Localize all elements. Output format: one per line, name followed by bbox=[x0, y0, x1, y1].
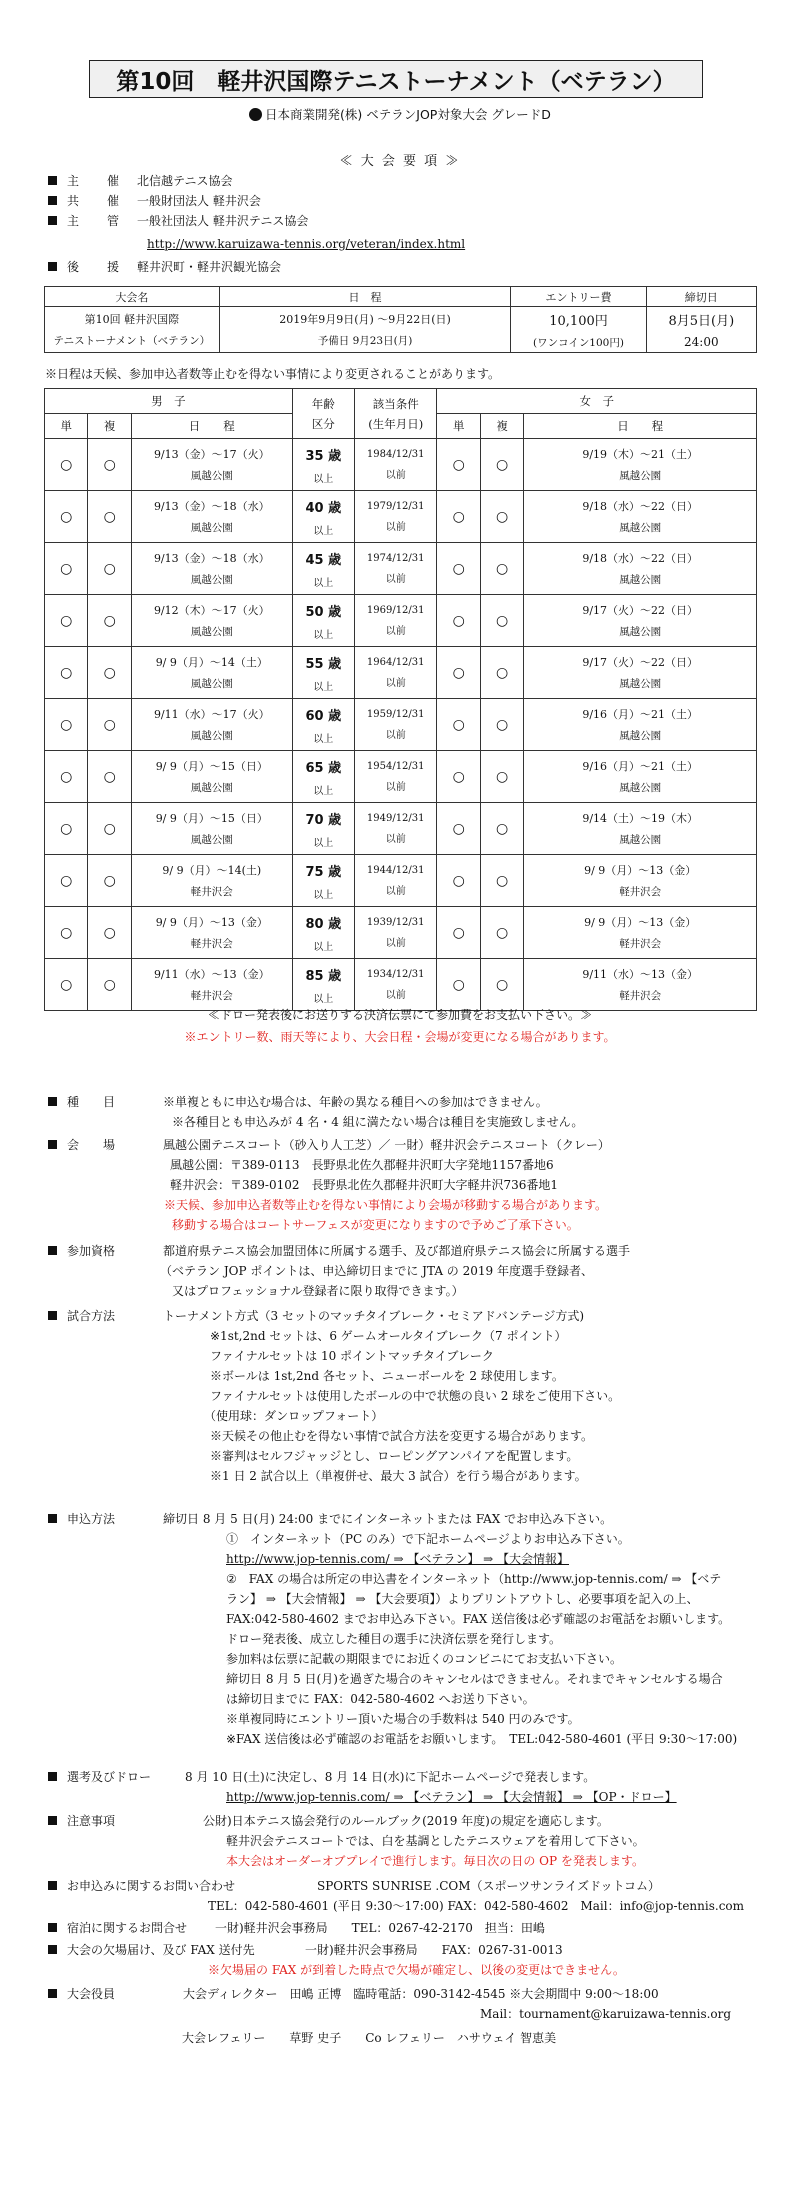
women-dates: 9/18（水）～22（日） 風越公園 bbox=[524, 491, 757, 543]
section-caution: 注意事項 公財)日本テニス協会発行のルールブック(2019 年度)の規定を適応します。 軽井沢会テニスコートでは、白を基調としたテニスウェアを着用して下さい。 本大会はオーダーオブプレイで進行します。毎日次の日の OP を発表します。 bbox=[48, 1811, 778, 1871]
men-dates: 9/13（金）～18（水） 風越公園 bbox=[131, 543, 292, 595]
women-single-entry: ○ bbox=[437, 595, 480, 647]
men-dates: 9/ 9（月）～15（日） 風越公園 bbox=[131, 751, 292, 803]
women-single-entry: ○ bbox=[437, 543, 480, 595]
table-row bbox=[45, 647, 757, 699]
women-single-entry: ○ bbox=[437, 907, 480, 959]
men-single-entry: ○ bbox=[45, 595, 88, 647]
bullet-square-icon bbox=[48, 1816, 57, 1825]
table-row bbox=[45, 751, 757, 803]
table-row bbox=[45, 491, 757, 543]
men-single-entry: ○ bbox=[45, 647, 88, 699]
birth-condition: 1959/12/31 以前 bbox=[354, 699, 437, 751]
draw-link[interactable]: http://www.jop-tennis.com/ ⇒ 【ベテラン】 ⇒ 【大会情報】 ⇒ 【OP・ドロー】 bbox=[226, 1790, 677, 1804]
men-single-entry: ○ bbox=[45, 907, 88, 959]
women-single-entry: ○ bbox=[437, 647, 480, 699]
schedule-table: 男 子 年齢 区分 該当条件 (生年月日) 女 子 単 複 日 程 単 複 日 程 ○ ○ 9/13（金）～17（火） 風越公園 35 歳 以上 1984/12/31 以前 ○ ○ 9/19（木）～21（土） 風越公園 ○ ○ 9/13（金）～18（水） 風越公園 40 歳 以上 1979/12/31 以前 ○ ○ 9/18（水）～22（日） 風越公園 ○ ○ 9/13（金）～18（水） 風越公園 45 歳 以上 1974/12/31 以前 ○ ○ 9/18（水）～22（日） 風越公園 ○ ○ 9/12（木）～17（火） 風越公園 50 歳 以上 1969/12/31 以前 ○ ○ 9/17（火）～22（日） 風越公園 ○ ○ 9/ 9（月）～14（土） 風越公園 55 歳 以上 1964/12/31 以前 ○ ○ 9/17（火）～22（日） 風越公園 ○ ○ 9/11（水）～17（火） 風越公園 60 歳 以上 1959/12/31 以前 ○ ○ 9/16（月）～21（土） 風越公園 ○ ○ 9/ 9（月）～15（日） 風越公園 65 歳 以上 1954/12/31 以前 ○ ○ 9/16（月）～21（土） 風越公園 ○ ○ 9/ 9（月）～15（日） 風越公園 70 歳 以上 1949/12/31 以前 ○ ○ 9/14（土）～19（木） 風越公園 ○ ○ 9/ 9（月）～14(土) 軽井沢会 75 歳 以上 1944/12/31 以前 ○ ○ 9/ 9（月）～13（金） 軽井沢会 ○ ○ 9/ 9（月）～13（金） 軽井沢会 80 歳 以上 1939/12/31 以前 ○ ○ 9/ 9（月）～13（金） 軽井沢会 ○ ○ 9/11（水）～13（金） 軽井沢会 85 歳 以上 1934/12/31 以前 ○ ○ 9/11（水）～13（金） 軽井沢会 bbox=[44, 388, 757, 1011]
men-double-entry: ○ bbox=[88, 543, 131, 595]
summary-name: 第10回 軽井沢国際 テニストーナメント（ベテラン） bbox=[45, 307, 220, 353]
women-dates: 9/16（月）～21（土） 風越公園 bbox=[524, 699, 757, 751]
men-single-entry: ○ bbox=[45, 699, 88, 751]
document-title bbox=[89, 60, 703, 98]
title-text: 第10回 軽井沢国際テニストーナメント（ベテラン） bbox=[116, 68, 676, 95]
women-single-entry: ○ bbox=[437, 439, 480, 491]
summary-deadline: 8月5日(月) 24:00 bbox=[646, 307, 756, 353]
birth-condition: 1934/12/31 以前 bbox=[354, 959, 437, 1011]
women-double-entry: ○ bbox=[480, 855, 523, 907]
summary-dates: 2019年9月9日(月) ～9月22日(日) 予備日 9月23日(月) bbox=[219, 307, 511, 353]
tournament-url[interactable]: http://www.karuizawa-tennis.org/veteran/index.html bbox=[147, 237, 466, 251]
men-single-entry: ○ bbox=[45, 491, 88, 543]
men-dates: 9/ 9（月）～15（日） 風越公園 bbox=[131, 803, 292, 855]
men-single-entry: ○ bbox=[45, 751, 88, 803]
birth-condition: 1969/12/31 以前 bbox=[354, 595, 437, 647]
birth-condition: 1964/12/31 以前 bbox=[354, 647, 437, 699]
table-row bbox=[45, 803, 757, 855]
age-class: 85 歳 以上 bbox=[292, 959, 354, 1011]
men-double-entry: ○ bbox=[88, 907, 131, 959]
section-draw: 選考及びドロー 8 月 10 日(土)に決定し、8 月 14 日(水)に下記ホームページで発表します。 http://www.jop-tennis.com/ ⇒ 【ベテラン】 ⇒ 【大会情報】 ⇒ 【OP・ドロー】 bbox=[48, 1767, 778, 1807]
women-double-entry: ○ bbox=[480, 543, 523, 595]
section-application: 申込方法 締切日 8 月 5 日(月) 24:00 までにインターネットまたは FAX でお申込み下さい。 ① インターネット（PC のみ）で下記ホームページよりお申込み下さい。 http://www.jop-tennis.com/ ⇒ 【ベテラン】 ⇒ 【大会情報】 ② FAX の場合は所定の申込書をインターネット（http://www.jop-tennis.com/ ⇒ 【ベテ ラン】 ⇒ 【大会情報】 ⇒ 【大会要項】）よりプリントアウトし、必要事項を記入の上、 FAX:042-580-4602 までお申込み下さい。FAX 送信後は必ず確認のお電話をお願いします。 ドロー発表後、成立した種目の選手に決済伝票を発行します。 参加料は伝票に記載の期限までにお近くのコンビニにてお支払い下さい。 締切日 8 月 5 日(月)を過ぎた場合のキャンセルはできません。それまでキャンセルする場合 は締切日までに FAX：042-580-4602 へお送り下さい。 ※単複同時にエントリー頂いた場合の手数料は 540 円のみです。 ※FAX 送信後は必ず確認のお電話をお願いします。 TEL:042-580-4601 (平日 9:30～17:00) bbox=[48, 1509, 778, 1749]
age-class: 50 歳 以上 bbox=[292, 595, 354, 647]
sponsor-text: 日本商業開発(株) ベテランJOP対象大会 グレードD bbox=[265, 107, 551, 122]
age-class: 75 歳 以上 bbox=[292, 855, 354, 907]
women-dates: 9/11（水）～13（金） 軽井沢会 bbox=[524, 959, 757, 1011]
men-double-entry: ○ bbox=[88, 855, 131, 907]
bullet-square-icon bbox=[48, 1923, 57, 1932]
bullet-square-icon bbox=[48, 1311, 57, 1320]
bullet-square-icon bbox=[48, 1881, 57, 1890]
bullet-square-icon bbox=[48, 262, 57, 271]
men-double-entry: ○ bbox=[88, 491, 131, 543]
bullet-square-icon bbox=[48, 216, 57, 225]
section-match-format: 試合方法 トーナメント方式（3 セットのマッチタイブレーク・セミアドバンテージ方式) ※1st,2nd セットは、6 ゲームオールタイブレーク（7 ポイント） ファイナルセットは 10 ポイントマッチタイブレーク ※ボールは 1st,2nd 各セット、ニューボールを 2 球使用します。 ファイナルセットは使用したボールの中で状態の良い 2 球をご使用下さい。 （使用球：ダンロップフォート） ※天候その他止むを得ない事情で試合方法を変更する場合があります。 ※審判はセルフジャッジとし、ローピングアンパイアを配置します。 ※1 日 2 試合以上（単複併せ、最大 3 試合）を行う場合があります。 bbox=[48, 1306, 778, 1486]
summary-table: 大会名 日 程 エントリー費 締切日 第10回 軽井沢国際 テニストーナメント（ベテラン） 2019年9月9日(月) ～9月22日(日) 予備日 9月23日(月) 10,100円 (ワンコイン100円) 8月5日(月) 24:00 bbox=[44, 286, 757, 353]
section-venue: 会 場 風越公園テニスコート（砂入り人工芝）／ 一財）軽井沢会テニスコート（クレー） 風越公園：〒389-0113 長野県北佐久郡軽井沢町大字発地1157番地6 軽井沢会：〒389-0102 長野県北佐久郡軽井沢町大字軽井沢736番地1 ※天候、参加申込者数等止むを得ない事情により会場が移動する場合があります。 移動する場合はコートサーフェスが変更になりますので予めご了承下さい。 bbox=[48, 1135, 778, 1235]
bullet-square-icon bbox=[48, 1772, 57, 1781]
men-dates: 9/13（金）～18（水） 風越公園 bbox=[131, 491, 292, 543]
men-double-entry: ○ bbox=[88, 439, 131, 491]
men-single-entry: ○ bbox=[45, 439, 88, 491]
women-single-entry: ○ bbox=[437, 751, 480, 803]
women-dates: 9/18（水）～22（日） 風越公園 bbox=[524, 543, 757, 595]
section-officials: 大会役員 大会ディレクター 田嶋 正博 臨時電話：090-3142-4545 ※大会期間中 9:00～18:00 Mail：tournament@karuizawa-tennis.org 大会レフェリー 草野 史子 Co レフェリー ハサウェイ 智恵美 bbox=[48, 1984, 778, 2048]
bullet-square-icon bbox=[48, 196, 57, 205]
section-eligibility: 参加資格 都道府県テニス協会加盟団体に所属する選手、及び都道府県テニス協会に所属する選手 （ベテラン JOP ポイントは、申込締切日までに JTA の 2019 年度選手登録者、 又はプロフェッショナル登録者に限り取得できます。） bbox=[48, 1241, 778, 1301]
women-dates: 9/19（木）～21（土） 風越公園 bbox=[524, 439, 757, 491]
age-class: 80 歳 以上 bbox=[292, 907, 354, 959]
women-dates: 9/ 9（月）～13（金） 軽井沢会 bbox=[524, 855, 757, 907]
table-row bbox=[45, 439, 757, 491]
men-dates: 9/13（金）～17（火） 風越公園 bbox=[131, 439, 292, 491]
birth-condition: 1949/12/31 以前 bbox=[354, 803, 437, 855]
section-lodging: 宿泊に関するお問合せ 一財)軽井沢会事務局 TEL：0267-42-2170 担当：田嶋 bbox=[48, 1918, 778, 1938]
summary-fee: 10,100円 (ワンコイン100円) bbox=[511, 307, 646, 353]
birth-condition: 1974/12/31 以前 bbox=[354, 543, 437, 595]
bullet-square-icon bbox=[48, 1140, 57, 1149]
birth-condition: 1939/12/31 以前 bbox=[354, 907, 437, 959]
women-double-entry: ○ bbox=[480, 907, 523, 959]
men-dates: 9/11（水）～13（金） 軽井沢会 bbox=[131, 959, 292, 1011]
men-double-entry: ○ bbox=[88, 699, 131, 751]
org-manager: 主 管 一般社団法人 軽井沢テニス協会 bbox=[48, 212, 308, 230]
table-row bbox=[45, 907, 757, 959]
men-double-entry: ○ bbox=[88, 959, 131, 1011]
birth-condition: 1984/12/31 以前 bbox=[354, 439, 437, 491]
bullet-square-icon bbox=[48, 176, 57, 185]
section-heading: ≪ 大 会 要 項 ≫ bbox=[339, 154, 461, 169]
table-row bbox=[45, 699, 757, 751]
table-row bbox=[45, 595, 757, 647]
age-class: 35 歳 以上 bbox=[292, 439, 354, 491]
org-cohost: 共 催 一般財団法人 軽井沢会 bbox=[48, 192, 261, 210]
bullet-square-icon bbox=[48, 1097, 57, 1106]
birth-condition: 1944/12/31 以前 bbox=[354, 855, 437, 907]
men-dates: 9/11（水）～17（火） 風越公園 bbox=[131, 699, 292, 751]
age-class: 45 歳 以上 bbox=[292, 543, 354, 595]
men-dates: 9/ 9（月）～14（土） 風越公園 bbox=[131, 647, 292, 699]
women-single-entry: ○ bbox=[437, 959, 480, 1011]
sponsor-line bbox=[0, 105, 800, 123]
men-dates: 9/ 9（月）～14(土) 軽井沢会 bbox=[131, 855, 292, 907]
men-double-entry: ○ bbox=[88, 595, 131, 647]
women-dates: 9/14（土）～19（木） 風越公園 bbox=[524, 803, 757, 855]
age-class: 55 歳 以上 bbox=[292, 647, 354, 699]
women-double-entry: ○ bbox=[480, 647, 523, 699]
men-single-entry: ○ bbox=[45, 959, 88, 1011]
men-double-entry: ○ bbox=[88, 647, 131, 699]
women-double-entry: ○ bbox=[480, 699, 523, 751]
birth-condition: 1954/12/31 以前 bbox=[354, 751, 437, 803]
women-dates: 9/17（火）～22（日） 風越公園 bbox=[524, 647, 757, 699]
org-host: 主 催 北信越テニス協会 bbox=[48, 172, 233, 190]
women-dates: 9/ 9（月）～13（金） 軽井沢会 bbox=[524, 907, 757, 959]
men-dates: 9/12（木）～17（火） 風越公園 bbox=[131, 595, 292, 647]
women-single-entry: ○ bbox=[437, 803, 480, 855]
women-single-entry: ○ bbox=[437, 699, 480, 751]
age-class: 40 歳 以上 bbox=[292, 491, 354, 543]
org-support: 後 援 軽井沢町・軽井沢観光協会 bbox=[48, 258, 281, 276]
bullet-square-icon bbox=[48, 1945, 57, 1954]
change-warning: ※エントリー数、雨天等により、大会日程・会場が変更になる場合があります。 bbox=[184, 1030, 616, 1044]
section-events: 種 目 ※単複ともに申込む場合は、年齢の異なる種目への参加はできません。 ※各種目とも申込みが 4 名・4 組に満たない場合は種目を実施致しません。 bbox=[48, 1092, 778, 1132]
bullet-square-icon bbox=[48, 1989, 57, 1998]
bullet-square-icon bbox=[48, 1514, 57, 1523]
men-single-entry: ○ bbox=[45, 855, 88, 907]
age-class: 70 歳 以上 bbox=[292, 803, 354, 855]
women-dates: 9/17（火）～22（日） 風越公園 bbox=[524, 595, 757, 647]
women-double-entry: ○ bbox=[480, 439, 523, 491]
table-row bbox=[45, 855, 757, 907]
birth-condition: 1979/12/31 以前 bbox=[354, 491, 437, 543]
women-dates: 9/16（月）～21（土） 風越公園 bbox=[524, 751, 757, 803]
bullet-square-icon bbox=[48, 1246, 57, 1255]
section-withdrawal: 大会の欠場届け、及び FAX 送付先 一財)軽井沢会事務局 FAX：0267-31-0013 ※欠場届の FAX が到着した時点で欠場が確定し、以後の変更はできません。 bbox=[48, 1940, 778, 1980]
sponsor-logo-icon bbox=[249, 108, 262, 121]
men-single-entry: ○ bbox=[45, 543, 88, 595]
men-single-entry: ○ bbox=[45, 803, 88, 855]
schedule-note: ※日程は天候、参加申込者数等止むを得ない事情により変更されることがあります。 bbox=[45, 367, 501, 381]
women-double-entry: ○ bbox=[480, 595, 523, 647]
age-class: 65 歳 以上 bbox=[292, 751, 354, 803]
men-dates: 9/ 9（月）～13（金） 軽井沢会 bbox=[131, 907, 292, 959]
women-double-entry: ○ bbox=[480, 803, 523, 855]
women-single-entry: ○ bbox=[437, 855, 480, 907]
jop-link[interactable]: http://www.jop-tennis.com/ ⇒ 【ベテラン】 ⇒ 【大会情報】 bbox=[226, 1552, 569, 1566]
women-double-entry: ○ bbox=[480, 491, 523, 543]
table-row bbox=[45, 543, 757, 595]
payment-note: ≪ドロー発表後にお送りする決済伝票にて参加費をお支払い下さい。≫ bbox=[207, 1008, 592, 1022]
table-row bbox=[45, 959, 757, 1011]
men-double-entry: ○ bbox=[88, 803, 131, 855]
men-double-entry: ○ bbox=[88, 751, 131, 803]
women-double-entry: ○ bbox=[480, 959, 523, 1011]
women-single-entry: ○ bbox=[437, 491, 480, 543]
women-double-entry: ○ bbox=[480, 751, 523, 803]
section-contact: お申込みに関するお問い合わせ SPORTS SUNRISE .COM（スポーツサンライズドットコム） TEL：042-580-4601 (平日 9:30～17:00) FAX：042-580-4602 Mail：info@jop-tennis.com bbox=[48, 1876, 778, 1916]
age-class: 60 歳 以上 bbox=[292, 699, 354, 751]
